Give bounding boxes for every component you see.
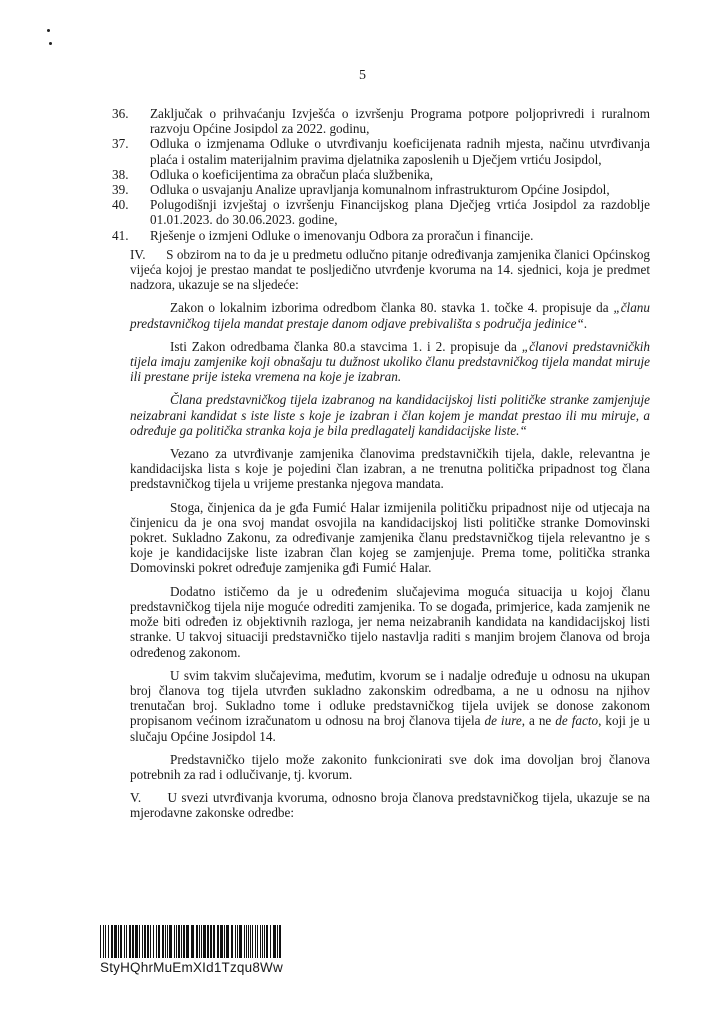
barcode-bar <box>235 925 236 958</box>
barcode-bar <box>196 925 198 958</box>
barcode-bar <box>244 925 245 958</box>
barcode-bar <box>176 925 177 958</box>
barcode-bar <box>239 925 242 958</box>
paragraph: Isti Zakon odredbama članka 80.a stavcima 1. i 2. propisuje da „članovi predstavničkih tijela imaju zamjenike koji obnašaju tu dužnost ukoliko članu predstavničkog tijela mandat miruje ili prestane prije isteka vremena na koje je izabran. <box>130 338 650 385</box>
document-body <box>112 106 651 821</box>
barcode-bar <box>250 925 251 958</box>
barcode-bar <box>264 925 265 958</box>
barcode-bar <box>224 925 225 958</box>
barcode-bar <box>165 925 166 958</box>
barcode-bar <box>169 925 172 958</box>
barcode-bar <box>147 925 149 958</box>
barcode-bar <box>201 925 202 958</box>
barcode-bar <box>248 925 249 958</box>
barcode-bar <box>183 925 185 958</box>
barcode-bar <box>279 925 281 958</box>
list-item: 36. Zaključak o prihvaćanju Izvješća o izvršenju Programa potpore poljoprivredi i ruralnom razvoju Općine Josipdol za 2022. godinu, <box>112 106 650 137</box>
barcode-bar <box>153 925 154 958</box>
barcode-icon <box>100 925 282 958</box>
barcode-bar <box>142 925 143 958</box>
section-v-intro: V. U svezi utvrđivanja kvoruma, odnosno broja članova predstavničkog tijela, ukazuje se na mjerodavne zakonske odredbe: <box>130 790 651 821</box>
barcode-bar <box>167 925 168 958</box>
barcode-bar <box>207 925 209 958</box>
barcode-bar <box>181 925 182 958</box>
barcode-bar <box>199 925 200 958</box>
scan-speck <box>49 42 52 45</box>
barcode-bar <box>135 925 138 958</box>
barcode-bar <box>174 925 175 958</box>
section-iv-label: IV. <box>130 246 146 262</box>
barcode-bar <box>220 925 223 958</box>
barcode-bar <box>277 925 278 958</box>
barcode-bar <box>191 925 194 958</box>
barcode-bar <box>178 925 180 958</box>
paragraph: Stoga, činjenica da je gđa Fumić Halar izmijenila političku pripadnost nije od utjecaja na činjenicu da je ona svoj mandat osvojila na kandidacijskoj listi političke stranke Domovinski pokret. Sukladno Zakonu, za određivanje zamjenika članu predstavničkog tijela relevantno je s koje je kandidacijske liste izabran član kojeg se zamjenjuje. Prema tome, politička stranka Domovinski pokret određuje zamjenika gđi Fumić Halar. <box>130 499 650 576</box>
barcode-bar <box>162 925 164 958</box>
section-v-label: V. <box>130 790 142 806</box>
barcode-bar <box>266 925 268 958</box>
list-item: 37. Odluka o izmjenama Odluke o utvrđivanju koeficijenata radnih mjesta, načinu utvrđivanja plaća i ostalim materijalnim pravima djelatnika zaposlenih u Dječjem vrtiću Josipdol, <box>112 136 650 167</box>
barcode-bar <box>124 925 125 958</box>
barcode-bar <box>111 925 113 958</box>
barcode-bar <box>262 925 263 958</box>
paragraph: Predstavničko tijelo može zakonito funkcionirati sve dok ima dovoljan broj članova potrebnih za rad i odlučivanje, tj. kvorum. <box>130 751 650 782</box>
list-item: 38. Odluka o koeficijentima za obračun plaća službenika, <box>112 166 434 182</box>
barcode-bar <box>203 925 206 958</box>
barcode-bar <box>129 925 131 958</box>
barcode-bar <box>210 925 212 958</box>
barcode-bar <box>118 925 119 958</box>
page-number: 5 <box>359 68 366 83</box>
barcode-bar <box>213 925 215 958</box>
barcode-bar <box>105 925 106 958</box>
barcode-bar <box>114 925 117 958</box>
barcode-bar <box>144 925 146 958</box>
barcode-bar <box>246 925 247 958</box>
barcode-bar <box>126 925 127 958</box>
barcode-bar <box>103 925 104 958</box>
barcode-bar <box>226 925 229 958</box>
list-item: 39. Odluka o usvajanju Analize upravljanja komunalnom infrastrukturom Općine Josipdol, <box>112 182 610 198</box>
paragraph: Vezano za utvrđivanje zamjenika članovima predstavničkih tijela, dakle, relevantna je kandidacijska lista s koje je pojedini član izabran, a ne trenutna politička pripadnost tog člana predstavničkog tijela u vrijeme prestanka njegova mandata. <box>130 446 650 492</box>
scan-speck <box>47 29 50 32</box>
barcode-bar <box>139 925 140 958</box>
barcode-bar <box>252 925 253 958</box>
barcode-bar <box>100 925 101 958</box>
paragraph: Dodatno ističemo da je u određenim slučajevima moguća situacija u kojoj članu predstavničkog tijela nije moguće odrediti zamjenika. To se događa, primjerice, kada zamjenik ne može biti određen iz objektivnih razloga, jer nema neizabranih kandidata na kandidacijskoj listi stranke. U takvoj situaciji predstavničko tijelo nastavlja raditi s manjim brojem članova od broja određenog zakonom. <box>130 583 650 660</box>
barcode-bar <box>120 925 122 958</box>
barcode-bar <box>260 925 261 958</box>
barcode-bar <box>273 925 276 958</box>
barcode-bar <box>231 925 233 958</box>
paragraph: Člana predstavničkog tijela izabranog na kandidacijskoj listi političke stranke zamjenjuje neizabrani kandidat s iste liste s koje je izabran i član kojem je mandat prestao ili mu miruje, a određuje ga politička stranka koja je bila predlagatelj kandidacijske liste.“ <box>130 392 650 438</box>
barcode-bar <box>217 925 219 958</box>
barcode-bar <box>237 925 238 958</box>
barcode-bar <box>150 925 151 958</box>
barcode-bar <box>132 925 134 958</box>
barcode-bar <box>108 925 109 958</box>
paragraph: Zakon o lokalnim izborima odredbom članka 80. stavka 1. točke 4. propisuje da „članu predstavničkog tijela mandat prestaje danom odjave prebivališta s područja jedinice“. <box>130 300 650 331</box>
barcode-bar <box>255 925 256 958</box>
list-item: 41. Rješenje o izmjeni Odluke o imenovanju Odbora za proračun i financije. <box>112 227 534 243</box>
barcode-bar <box>270 925 271 958</box>
barcode-bar <box>257 925 258 958</box>
barcode-bar <box>158 925 160 958</box>
barcode-bar <box>156 925 157 958</box>
paragraph: U svim takvim slučajevima, međutim, kvorum se i nadalje određuje u odnosu na ukupan broj članova tog tijela utvrđen sukladno zakonskim odredbama, a ne u odnosu na njihov trenutačan broj. Sukladno tome i odluke predstavničkog tijela uvijek se donose zakonom propisanom većinom izračunatom u odnosu na broj članova tijela de iure, a ne de facto, koji je u slučaju Općine Josipdol 14. <box>130 667 650 744</box>
barcode-bar <box>186 925 189 958</box>
agenda-list <box>112 106 650 243</box>
barcode-text: StyHQhrMuEmXId1Tzqu8Ww <box>100 960 283 975</box>
section-iv-intro: IV. S obzirom na to da je u predmetu odlučno pitanje određivanja zamjenika članici Općinskog vijeća kojoj je prestao mandat te posljedično utvrđenje kvoruma na 14. sjednici, koja je predmet nadzora, ukazuje se na sljedeće: <box>130 246 651 293</box>
list-item: 40. Polugodišnji izvještaj o izvršenju Financijskog plana Dječjeg vrtića Josipdol za razdoblje 01.01.2023. do 30.06.2023. godine, <box>112 197 650 228</box>
